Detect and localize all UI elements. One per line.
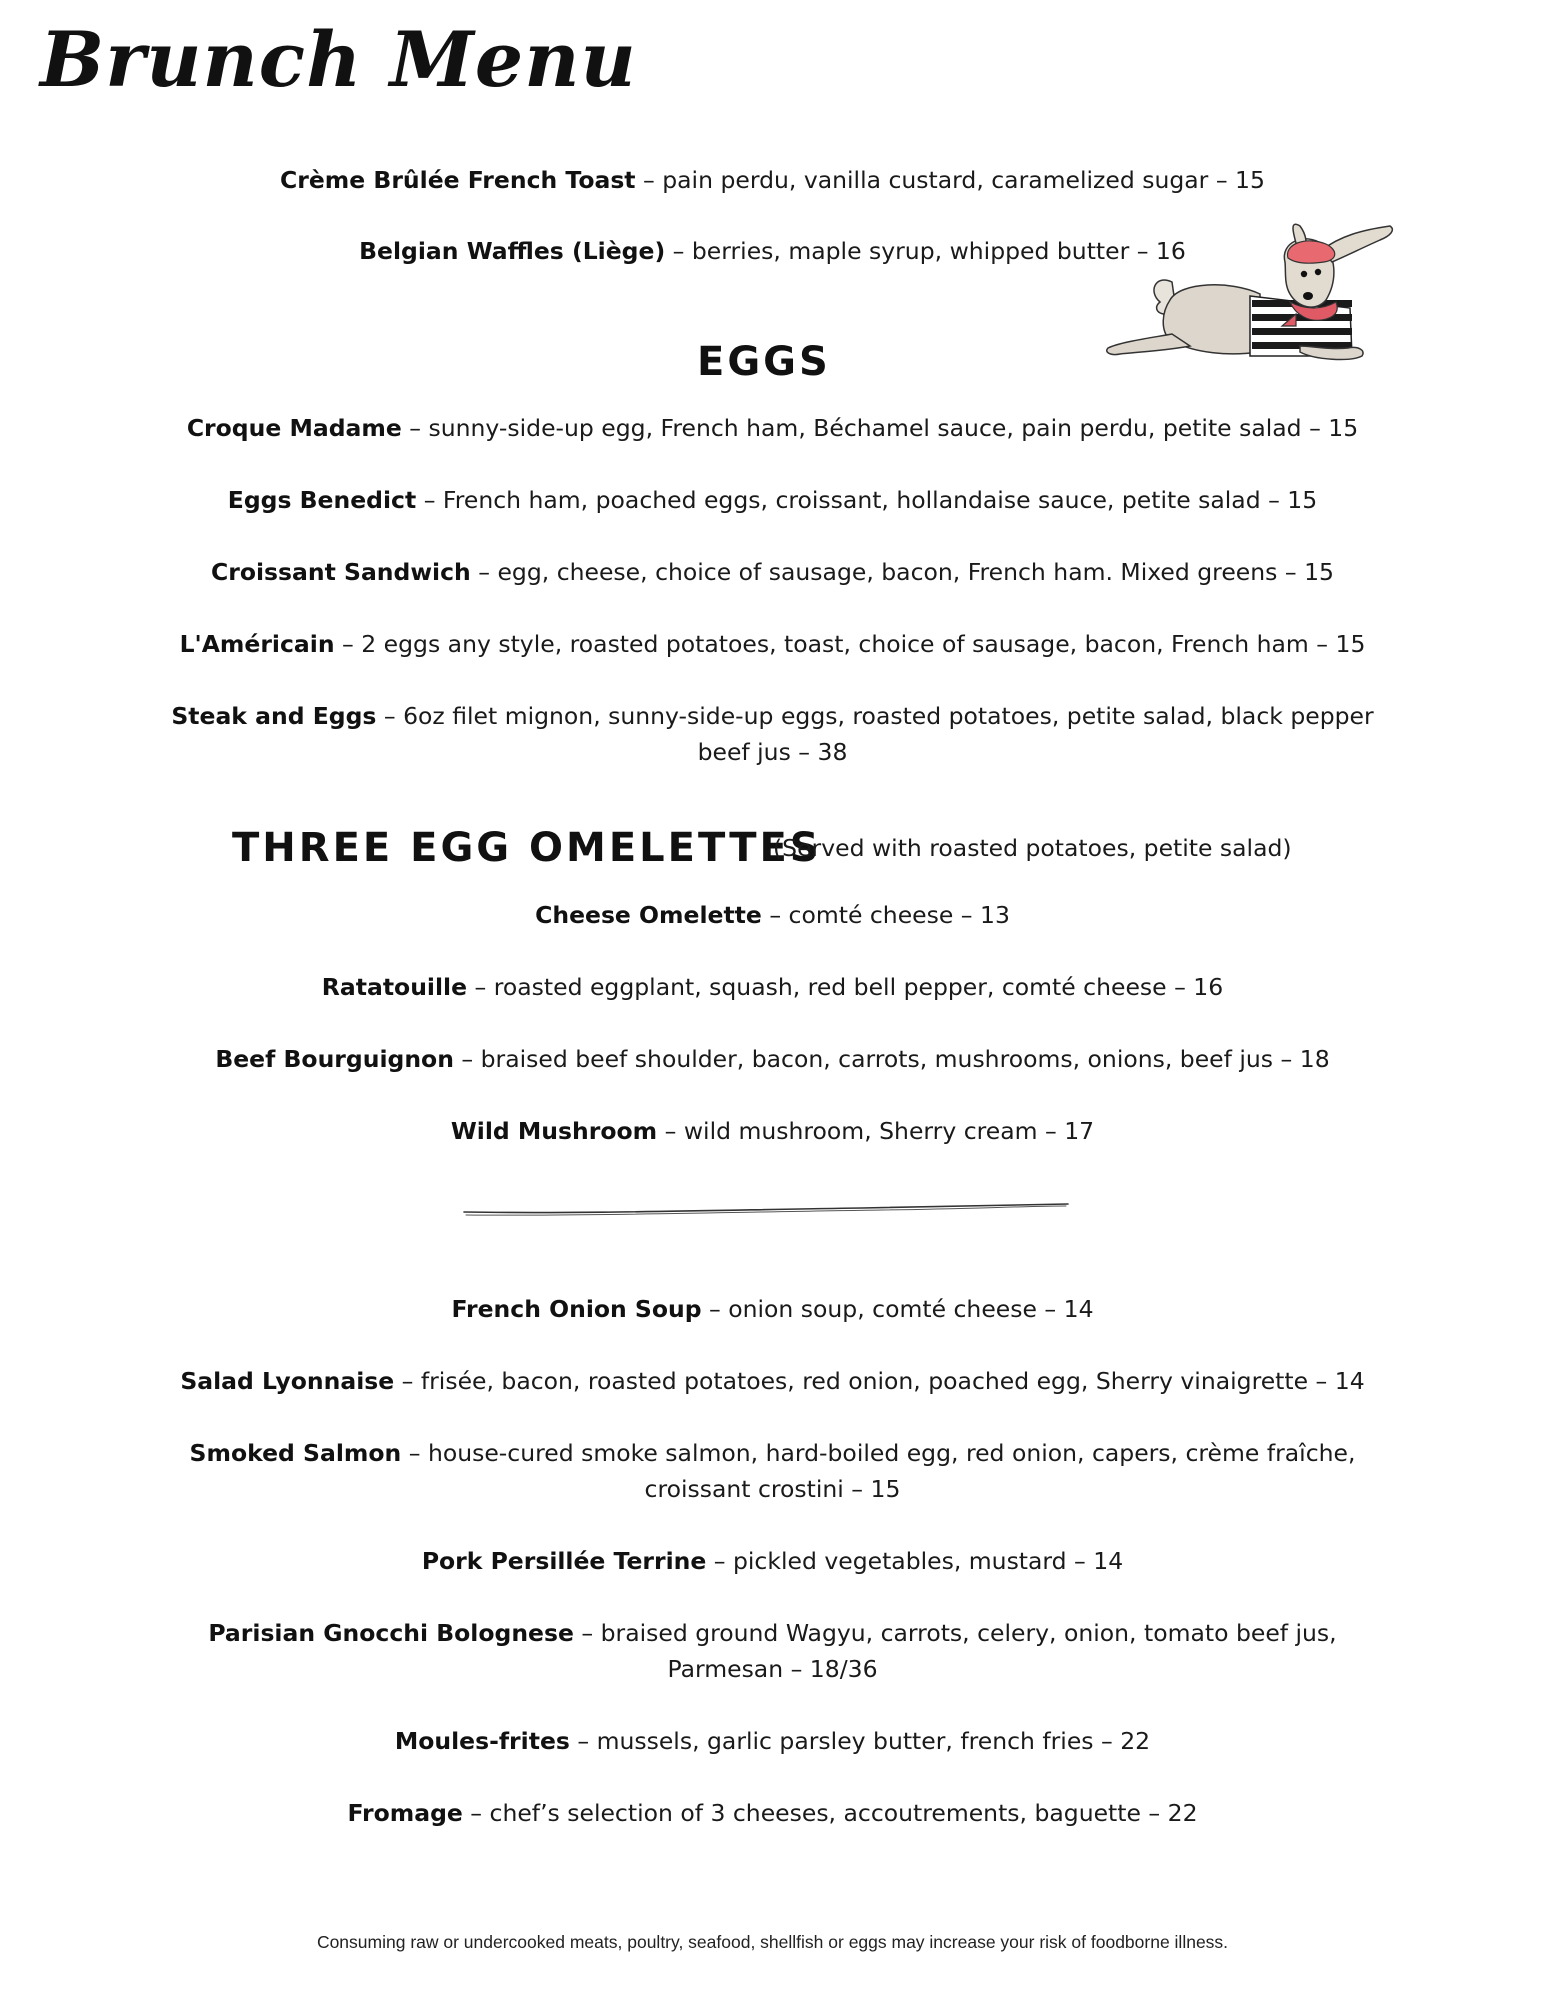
menu-item-eggs-benedict xyxy=(150,482,1395,518)
menu-item-description: – wild mushroom, Sherry cream – 17 xyxy=(657,1117,1095,1145)
menu-item-description: – roasted eggplant, squash, red bell pepper, comté cheese – 16 xyxy=(467,973,1224,1001)
menu-item-description: – mussels, garlic parsley butter, french fries – 22 xyxy=(569,1727,1151,1755)
menu-item-description: – braised ground Wagyu, carrots, celery, onion, tomato beef jus, Parmesan – 18/36 xyxy=(573,1619,1337,1683)
menu-item-name: Belgian Waffles (Liège) xyxy=(359,237,666,265)
section-note-omelettes: (Served with roasted potatoes, petite salad) xyxy=(773,834,1292,862)
menu-item-name: Steak and Eggs xyxy=(171,702,377,730)
menu-item-name: Smoked Salmon xyxy=(189,1439,402,1467)
menu-item-description: – comté cheese – 13 xyxy=(761,901,1010,929)
menu-item-name: L'Américain xyxy=(179,630,335,658)
menu-item-description: – frisée, bacon, roasted potatoes, red onion, poached egg, Sherry vinaigrette – 14 xyxy=(394,1367,1365,1395)
menu-item-salad-lyonnaise xyxy=(150,1363,1395,1399)
menu-item-description: – pain perdu, vanilla custard, caramelized sugar – 15 xyxy=(635,166,1265,194)
menu-item-description: – house-cured smoke salmon, hard-boiled egg, red onion, capers, crème fraîche, croissant crostini – 15 xyxy=(401,1439,1356,1503)
menu-item-croque-madame xyxy=(150,410,1395,446)
menu-item-steak-and-eggs xyxy=(150,698,1395,770)
menu-item-description: – pickled vegetables, mustard – 14 xyxy=(706,1547,1124,1575)
menu-item-description: – chef’s selection of 3 cheeses, accoutrements, baguette – 22 xyxy=(462,1799,1198,1827)
menu-item-description: – egg, cheese, choice of sausage, bacon, French ham. Mixed greens – 15 xyxy=(470,558,1334,586)
menu-item-description: – 6oz filet mignon, sunny-side-up eggs, roasted potatoes, petite salad, black pepper beef jus – 38 xyxy=(376,702,1374,766)
footer-disclaimer: Consuming raw or undercooked meats, poultry, seafood, shellfish or eggs may increase your risk of foodborne illness. xyxy=(316,1932,1229,1952)
menu-item-name: Croissant Sandwich xyxy=(211,558,471,586)
hand-drawn-divider xyxy=(462,1200,1070,1220)
menu-item-name: Eggs Benedict xyxy=(227,486,417,514)
menu-item-parisian-gnocchi-bolognese xyxy=(150,1615,1395,1687)
menu-item-name: Cheese Omelette xyxy=(535,901,762,929)
menu-item-name: French Onion Soup xyxy=(451,1295,702,1323)
section-heading-eggs: EGGS xyxy=(697,339,831,385)
menu-item-smoked-salmon xyxy=(150,1435,1395,1507)
menu-item-name: Wild Mushroom xyxy=(450,1117,658,1145)
menu-item-cheese-omelette xyxy=(150,897,1395,933)
menu-item-name: Moules-frites xyxy=(394,1727,570,1755)
menu-item-description: – French ham, poached eggs, croissant, hollandaise sauce, petite salad – 15 xyxy=(416,486,1318,514)
menu-item-name: Fromage xyxy=(347,1799,463,1827)
menu-item-name: Beef Bourguignon xyxy=(215,1045,454,1073)
menu-item-name: Parisian Gnocchi Bolognese xyxy=(208,1619,574,1647)
menu-item-name: Ratatouille xyxy=(321,973,468,1001)
menu-item-description: – 2 eggs any style, roasted potatoes, toast, choice of sausage, bacon, French ham – 15 xyxy=(334,630,1366,658)
menu-item-description: – onion soup, comté cheese – 14 xyxy=(701,1295,1094,1323)
menu-item-name: Salad Lyonnaise xyxy=(180,1367,395,1395)
menu-item-beef-bourguignon xyxy=(150,1041,1395,1077)
page-title: Brunch Menu xyxy=(40,15,637,104)
menu-item-name: Croque Madame xyxy=(186,414,402,442)
menu-item-ratatouille xyxy=(150,969,1395,1005)
menu-item-moules-frites xyxy=(150,1723,1395,1759)
menu-item-french-onion-soup xyxy=(150,1291,1395,1327)
menu-item-croissant-sandwich xyxy=(150,554,1395,590)
menu-item-lamericain xyxy=(150,626,1395,662)
menu-item-description: – sunny-side-up egg, French ham, Béchamel sauce, pain perdu, petite salad – 15 xyxy=(401,414,1359,442)
menu-item-description: – braised beef shoulder, bacon, carrots, mushrooms, onions, beef jus – 18 xyxy=(453,1045,1330,1073)
menu-item-wild-mushroom xyxy=(150,1113,1395,1149)
menu-item-description: – berries, maple syrup, whipped butter – 16 xyxy=(665,237,1186,265)
menu-item-pork-persillee-terrine xyxy=(150,1543,1395,1579)
menu-item-creme-brulee-french-toast xyxy=(150,162,1395,198)
section-heading-omelettes: THREE EGG OMELETTES xyxy=(232,825,822,871)
menu-item-name: Crème Brûlée French Toast xyxy=(280,166,636,194)
rabbit-illustration-icon xyxy=(1100,222,1410,382)
menu-item-fromage xyxy=(150,1795,1395,1831)
menu-item-name: Pork Persillée Terrine xyxy=(421,1547,707,1575)
